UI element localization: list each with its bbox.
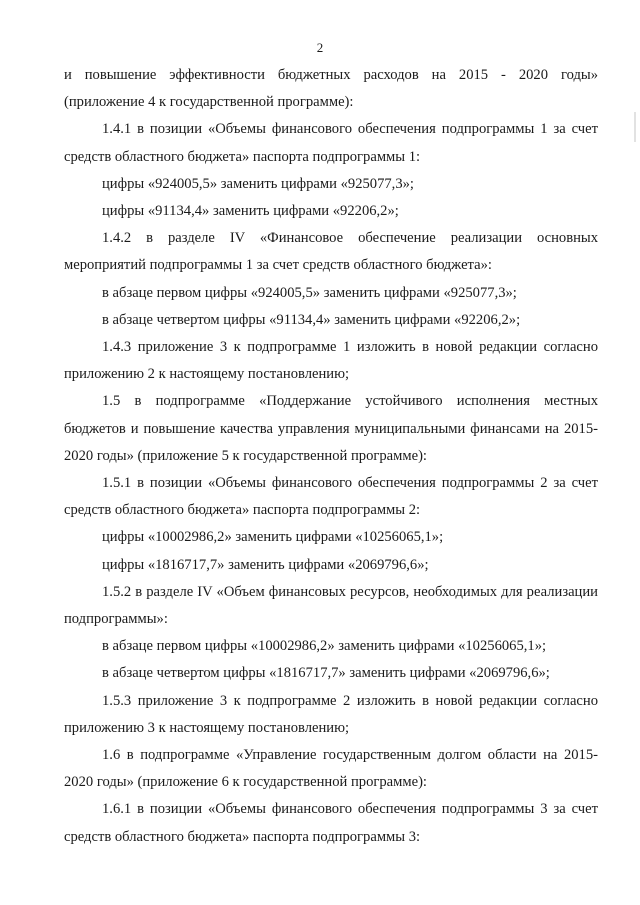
paragraph-1-5-1: 1.5.1 в позиции «Объемы финансового обеспечения подпрограммы 2 за счет средств областного бюджета» паспорта подпрограммы 2:	[64, 475, 598, 519]
page-number: 2	[316, 40, 324, 55]
paragraph-1-5-1-a: цифры «10002986,2» заменить цифрами «10256065,1»;	[102, 529, 444, 546]
paragraph-1-5: 1.5 в подпрограмме «Поддержание устойчивого исполнения местных бюджетов и повышение качества управления муниципальными финансами на 2015-2020 годы» (приложение 5 к государственной программе):	[64, 393, 598, 464]
paragraph-1-5-2-b: в абзаце четвертом цифры «1816717,7» заменить цифрами «2069796,6»;	[102, 665, 550, 682]
paragraph-1-5-3: 1.5.3 приложение 3 к подпрограмме 2 изложить в новой редакции согласно приложению 3 к настоящему постановлению;	[64, 692, 598, 736]
document-body	[64, 62, 598, 851]
paragraph-1-4-2: 1.4.2 в разделе IV «Финансовое обеспечение реализации основных мероприятий подпрограммы 1 за счет средств областного бюджета»:	[64, 230, 598, 274]
paragraph-intro: и повышение эффективности бюджетных расходов на 2015 - 2020 годы» (приложение 4 к государственной программе):	[64, 67, 598, 111]
paragraph-1-6: 1.6 в подпрограмме «Управление государственным долгом области на 2015-2020 годы» (приложение 6 к государственной программе):	[64, 747, 598, 791]
paragraph-1-5-1-b: цифры «1816717,7» заменить цифрами «2069796,6»;	[102, 556, 429, 573]
paragraph-1-6-1: 1.6.1 в позиции «Объемы финансового обеспечения подпрограммы 3 за счет средств областного бюджета» паспорта подпрограммы 3:	[64, 801, 598, 845]
paragraph-1-4-1-b: цифры «91134,4» заменить цифрами «92206,2»;	[102, 203, 399, 220]
paragraph-1-4-1-a: цифры «924005,5» заменить цифрами «925077,3»;	[102, 175, 414, 192]
paragraph-1-5-2: 1.5.2 в разделе IV «Объем финансовых ресурсов, необходимых для реализации подпрограммы»:	[64, 583, 598, 628]
paragraph-1-4-3: 1.4.3 приложение 3 к подпрограмме 1 изложить в новой редакции согласно приложению 2 к настоящему постановлению;	[64, 339, 598, 383]
paragraph-1-5-2-a: в абзаце первом цифры «10002986,2» заменить цифрами «10256065,1»;	[102, 638, 547, 655]
paragraph-1-4-1: 1.4.1 в позиции «Объемы финансового обеспечения подпрограммы 1 за счет средств областного бюджета» паспорта подпрограммы 1:	[64, 121, 598, 165]
paragraph-1-4-2-b: в абзаце четвертом цифры «91134,4» заменить цифрами «92206,2»;	[102, 311, 521, 328]
paragraph-1-4-2-a: в абзаце первом цифры «924005,5» заменить цифрами «925077,3»;	[102, 284, 517, 301]
scan-margin-mark	[634, 112, 636, 142]
